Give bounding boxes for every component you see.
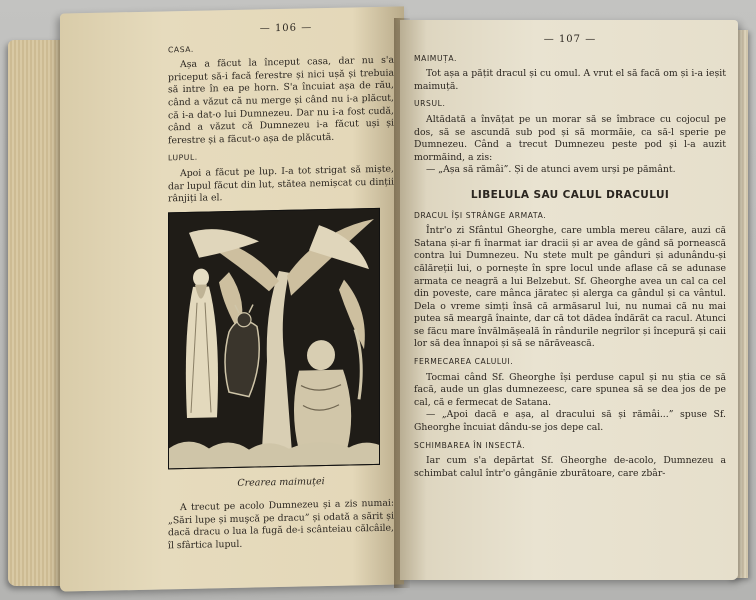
section-heading-ursul: URSUL. — [414, 99, 446, 109]
section-text-insecta: Iar cum s'a depărtat Sf. Gheorghe de-acolo, Dumnezeu a schimbat calul într'o gângănie zburătoare, care zbâr- — [414, 455, 726, 479]
section-heading-insecta: SCHIMBAREA ÎN INSECTĂ. — [414, 440, 526, 450]
section-text-ursul-2: — „Așa să rămâi”. Și de atunci avem urși pe pământ. — [426, 164, 676, 176]
section-heading-casa: CASA. — [168, 44, 194, 54]
chapter-title: LIBELULA SAU CALUL DRACULUI — [470, 188, 670, 201]
section-heading-armata: DRACUL ÎȘI STRÂNGE ARMATA. — [414, 210, 547, 220]
page-number-right: — 107 — — [543, 34, 597, 45]
section-heading-fermecarea: FERMECAREA CALULUI. — [414, 357, 514, 367]
section-text-maimuta: Tot așa a pățit dracul și cu omul. A vrut el să facă om și i-a ieșit maimuță. — [414, 68, 726, 92]
section-text-casa: Așa a făcut la început casa, dar nu s'a priceput să-i facă ferestre și nici ușă și trebuia să intre în ea pe horn. S'a încuiat așa de rău, când a văzut că nu merge și când nu i-a plăcut, că i-a dat-o lui Dumnezeu. Dar nu i-a fost cudă, când a văzut că Dumnezeu i-a făcut uși și ferestre și a făcut-o așa de plăcută. — [168, 54, 394, 147]
after-figure-text: A trecut pe acolo Dumnezeu și a zis numai: „Sări lupe și muşcă pe dracu” și odată a sărit și dacă dracu o lua la fugă de-i scânteiau călcâile, îl sfârtica lupul. — [168, 497, 394, 552]
section-text-lupul: Apoi a făcut pe lup. I-a tot strigat să miște, dar lupul făcut din lut, stătea nemișcat cu dinții rânjiți la el. — [168, 163, 394, 205]
section-heading-maimuta: MAIMUȚA. — [414, 53, 458, 63]
woodcut-illustration — [168, 208, 380, 469]
right-page-content — [414, 34, 726, 480]
page-number-left: — 106 — — [259, 22, 313, 35]
left-page-content — [168, 21, 394, 553]
left-page — [60, 6, 404, 591]
section-text-fermecarea-1: Tocmai când Sf. Gheorghe își perduse capul și nu știa ce să facă, aude un glas dumnezeesc, care spunea să se dea jos de pe cal, că e fermecat de Satana. — [414, 371, 726, 408]
section-heading-lupul: LUPUL. — [168, 153, 198, 163]
section-text-armata: Într'o zi Sfântul Gheorghe, care umbla mereu călare, auzi că Satana și-ar fi înarmat iar dracii și ar avea de gând să pornească contra lui Dumnezeu. Nu stete mult pe gânduri și adunându-și călăreții lui, o pornește în spre locul unde aflase că se adunase armata ce neagră a lui Belzebut. Sf. Gheorghe avea un cal ca cel din poveste, care mânca jăratec și alerga ca gândul și ca vântul. Dela o vreme simți însă că armăsarul lui, nu numai că nu mai putea să meargă înainte, dar că tot dădea îndărăt ca racul. Atunci se făcu mare învălmășeală în rândurile negrilor și începură și caii lor să dea înnapoi și să se nărăvească. — [414, 225, 726, 350]
section-text-ursul-1: Altădată a învățat pe un morar să se îmbrace cu cojocul pe dos, să se ascundă sub pod și să mormăie, ca să-l sperie pe Dumnezeu. Când a trecut Dumnezeu peste pod și l-a auzit mormăind, a zis: — [414, 113, 726, 163]
figure-caption: Crearea maimuței — [237, 476, 325, 490]
section-text-fermecarea-2: — „Apoi dacă e așa, al dracului să și rămâi...” spuse Sf. Gheorghe încuiat dându-se jos depe cal. — [414, 409, 726, 434]
right-page — [400, 20, 738, 580]
